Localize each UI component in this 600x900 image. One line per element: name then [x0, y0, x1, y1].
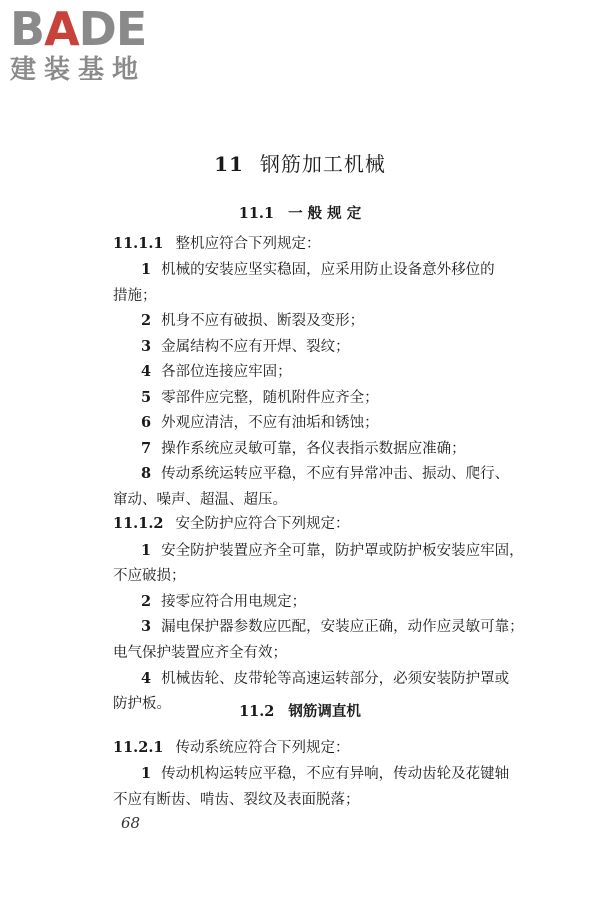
item-number: 2	[141, 312, 152, 329]
list-item	[141, 260, 561, 280]
item-number: 4	[141, 670, 152, 687]
page-number: 68	[121, 814, 141, 832]
list-item	[141, 413, 561, 433]
line-text: 机械齿轮、皮带轮等高速运转部分，必须安装防护罩或	[161, 671, 510, 687]
line-text: 不应有断齿、啃齿、裂纹及表面脱落；	[113, 792, 360, 808]
item-number: 1	[141, 765, 152, 782]
line-text: 整机应符合下列规定：	[175, 236, 321, 252]
line-text: 措施；	[113, 288, 157, 304]
logo-letter-a: A	[44, 2, 79, 56]
continuation-line	[113, 694, 533, 714]
section-title	[0, 202, 600, 223]
line-text: 接零应符合用电规定；	[161, 594, 307, 610]
section-name: 一 般 规 定	[288, 205, 362, 222]
continuation-line	[113, 490, 533, 510]
line-text: 窜动、噪声、超温、超压。	[113, 492, 287, 508]
list-item	[141, 464, 561, 484]
line-text: 安全防护应符合下列规定：	[175, 516, 350, 532]
continuation-line	[113, 286, 533, 306]
item-number: 4	[141, 363, 152, 380]
section-name: 钢筋调直机	[288, 703, 361, 720]
line-text: 零部件应完整，随机附件应齐全；	[161, 390, 379, 406]
line-text: 电气保护装置应齐全有效；	[113, 645, 287, 661]
clause-number: 11.2.1	[113, 739, 164, 756]
item-number: 1	[141, 261, 152, 278]
item-number: 3	[141, 338, 152, 355]
line-text: 防护板。	[113, 696, 171, 712]
continuation-line	[113, 566, 533, 586]
item-number: 7	[141, 440, 152, 457]
item-number: 6	[141, 414, 152, 431]
clause-number: 11.1.1	[113, 235, 164, 252]
clause-line	[113, 738, 533, 758]
section-number: 11.2	[239, 703, 275, 720]
list-item	[141, 592, 561, 612]
line-text: 不应破损；	[113, 568, 186, 584]
line-text: 机身不应有破损、断裂及变形；	[161, 313, 365, 329]
line-text: 各部位连接应牢固；	[161, 364, 292, 380]
list-item	[141, 669, 561, 689]
line-text: 漏电保护器参数应匹配，安装应正确，动作应灵敏可靠；	[161, 619, 524, 635]
continuation-line	[113, 790, 533, 810]
item-number: 5	[141, 389, 152, 406]
line-text: 机械的安装应坚实稳固，应采用防止设备意外移位的	[161, 262, 495, 278]
chapter-name: 钢筋加工机械	[259, 152, 386, 176]
logo-letters-de: DE	[78, 2, 147, 56]
list-item	[141, 337, 561, 357]
item-number: 1	[141, 542, 152, 559]
list-item	[141, 764, 561, 784]
logo-wordmark	[10, 4, 180, 54]
list-item	[141, 541, 561, 561]
chapter-number: 11	[214, 152, 244, 176]
line-text: 金属结构不应有开焊、裂纹；	[161, 339, 350, 355]
line-text: 传动机构运转应平稳，不应有异响，传动齿轮及花键轴	[161, 766, 510, 782]
list-item	[141, 388, 561, 408]
item-number: 2	[141, 593, 152, 610]
logo-letters-b: B	[10, 2, 45, 56]
line-text: 安全防护装置应齐全可靠，防护罩或防护板安装应牢固，	[161, 543, 524, 559]
logo	[10, 4, 180, 94]
section-number: 11.1	[238, 205, 275, 222]
line-text: 传动系统应符合下列规定：	[175, 740, 350, 756]
line-text: 传动系统运转应平稳，不应有异常冲击、振动、爬行、	[161, 466, 510, 482]
item-number: 3	[141, 618, 152, 635]
continuation-line	[113, 643, 533, 663]
line-text: 操作系统应灵敏可靠，各仪表指示数据应准确；	[161, 441, 466, 457]
logo-subtitle: 建装基地	[10, 55, 147, 85]
chapter-title	[0, 148, 600, 177]
list-item	[141, 617, 561, 637]
clause-line	[113, 514, 533, 534]
clause-number: 11.1.2	[113, 515, 164, 532]
list-item	[141, 439, 561, 459]
list-item	[141, 311, 561, 331]
line-text: 外观应清洁，不应有油垢和锈蚀；	[161, 415, 379, 431]
item-number: 8	[141, 465, 152, 482]
clause-line	[113, 234, 533, 254]
list-item	[141, 362, 561, 382]
